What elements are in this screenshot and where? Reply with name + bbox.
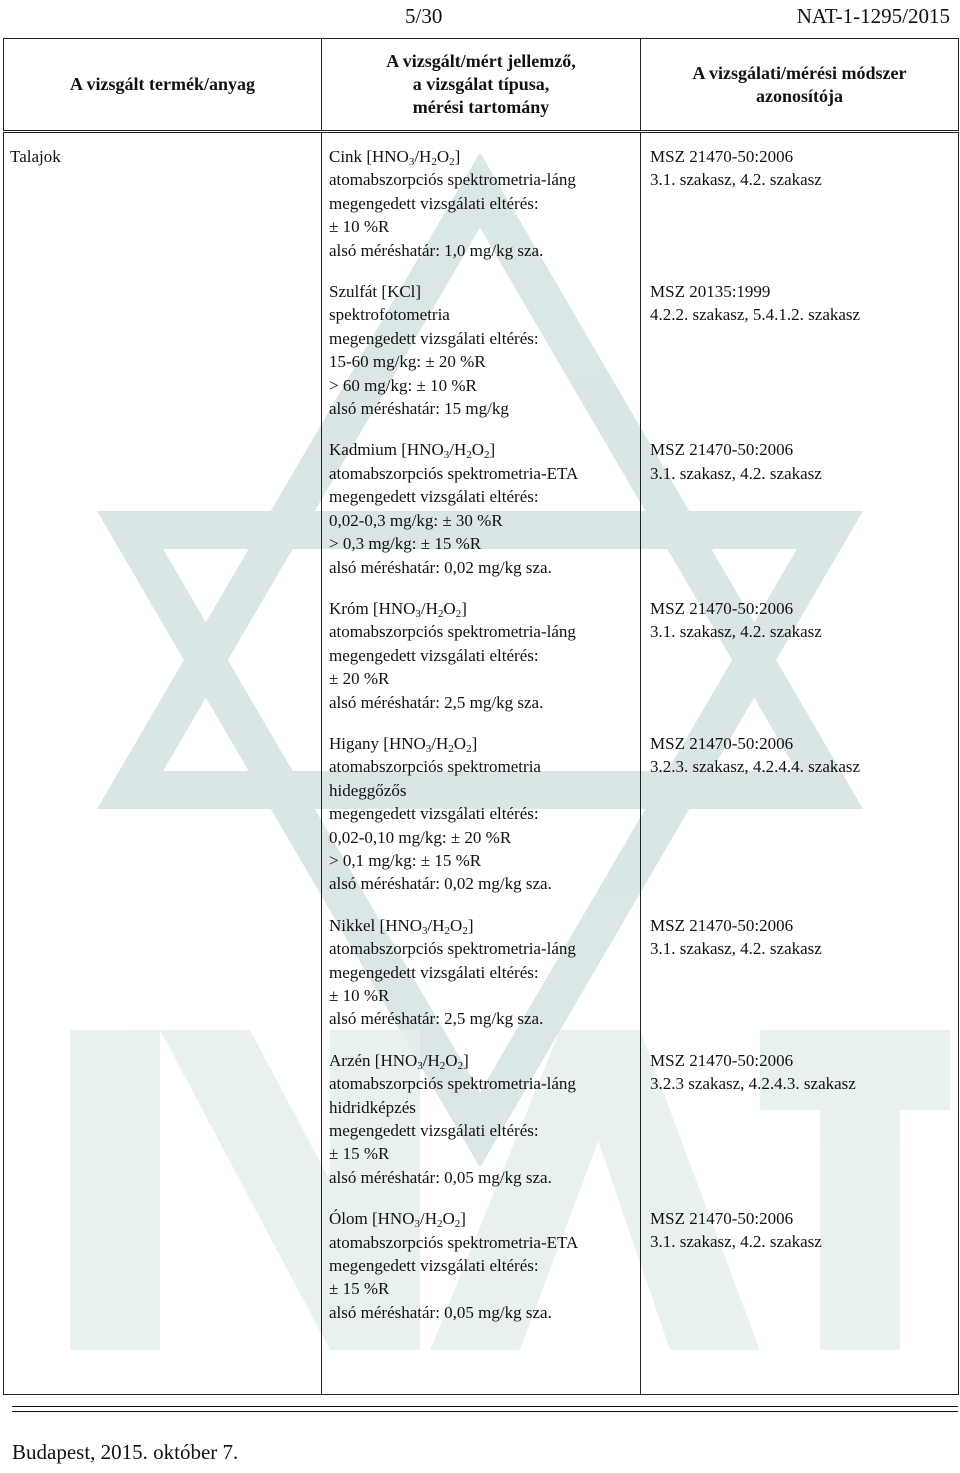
list-item <box>322 145 640 280</box>
list-item <box>322 732 640 914</box>
item-detail-line: ± 15 %R <box>329 1279 390 1299</box>
item-detail-line: alsó méréshatár: 2,5 mg/kg sza. <box>329 1009 544 1029</box>
list-item <box>322 438 640 596</box>
document-id: NAT-1-1295/2015 <box>796 4 950 28</box>
standard-sections: 3.2.3 szakasz, 4.2.4.3. szakasz <box>650 1074 856 1094</box>
standard-id: MSZ 21470-50:2006 <box>650 598 794 618</box>
item-detail-line: alsó méréshatár: 1,0 mg/kg sza. <box>329 240 544 260</box>
item-detail-line: megengedett vizsgálati eltérés: <box>329 487 539 507</box>
item-detail-line: alsó méréshatár: 0,05 mg/kg sza. <box>329 1167 552 1187</box>
item-detail-line: atomabszorpciós spektrometria-láng <box>329 622 576 642</box>
item-detail-line: alsó méréshatár: 0,05 mg/kg sza. <box>329 1302 552 1322</box>
item-detail-line: megengedett vizsgálati eltérés: <box>329 193 539 213</box>
method-standard <box>641 732 958 914</box>
standard-id: MSZ 21470-50:2006 <box>650 147 794 166</box>
characteristics-cell <box>322 132 641 1395</box>
header-product: A vizsgált termék/anyag <box>4 39 322 132</box>
standard-sections: 3.1. szakasz, 4.2. szakasz <box>650 170 822 190</box>
table-row <box>4 132 959 1395</box>
analyte-name: Ólom $[HNO_3/H_2O_2]$ <box>329 1209 466 1231</box>
analyte-name: Arzén $[HNO_3/H_2O_2]$ <box>329 1050 469 1072</box>
header-method: A vizsgálati/mérési módszer azonosítója <box>641 39 959 132</box>
item-detail-line: > 0,3 mg/kg: ± 15 %R <box>329 534 482 554</box>
footer-rule-bottom <box>12 1411 958 1412</box>
item-detail-line: alsó méréshatár: 15 mg/kg <box>329 399 509 419</box>
item-detail-line: atomabszorpciós spektrometria-ETA <box>329 463 579 483</box>
standard-sections: 3.1. szakasz, 4.2. szakasz <box>650 939 822 959</box>
methods-cell <box>641 132 959 1395</box>
page-number: 5/30 <box>405 4 443 28</box>
standard-sections: 4.2.2. szakasz, 5.4.1.2. szakasz <box>650 305 861 325</box>
item-detail-line: ± 10 %R <box>329 986 390 1005</box>
standard-id: MSZ 21470-50:2006 <box>650 1050 794 1070</box>
header-characteristic: A vizsgált/mért jellemző, a vizsgálat típusa, mérési tartomány <box>322 39 641 132</box>
analyte-name: Cink $[HNO_3/H_2O_2]$ <box>329 147 461 168</box>
item-detail-line: atomabszorpciós spektrometria-láng <box>329 1074 576 1094</box>
list-item <box>322 280 640 438</box>
item-detail-line: megengedett vizsgálati eltérés: <box>329 1256 539 1276</box>
standard-sections: 3.1. szakasz, 4.2. szakasz <box>650 463 822 483</box>
item-detail-line: alsó méréshatár: 0,02 mg/kg sza. <box>329 557 552 577</box>
item-detail-line: atomabszorpciós spektrometria-ETA <box>329 1232 579 1252</box>
footer-location-date: Budapest, 2015. október 7. <box>12 1440 239 1464</box>
item-detail-line: > 60 mg/kg: ± 10 %R <box>329 375 477 395</box>
reagent-formula: $[HNO_3/H_2O_2]$ <box>397 440 496 462</box>
accreditation-table <box>3 38 959 1395</box>
item-detail-line: atomabszorpciós spektrometria <box>329 757 541 777</box>
reagent-formula: $[HNO_3/H_2O_2]$ <box>379 733 478 755</box>
standard-id: MSZ 21470-50:2006 <box>650 1209 794 1229</box>
method-standard <box>641 438 958 596</box>
item-detail-line: > 0,1 mg/kg: ± 15 %R <box>329 850 482 870</box>
method-standard <box>641 597 958 732</box>
item-detail-line: atomabszorpciós spektrometria-láng <box>329 170 576 190</box>
item-detail-line: ± 20 %R <box>329 669 390 689</box>
reagent-formula: $[HNO_3/H_2O_2]$ <box>368 598 467 620</box>
item-detail-line: hidridképzés <box>329 1097 416 1117</box>
analyte-name: Nikkel $[HNO_3/H_2O_2]$ <box>329 915 474 937</box>
analyte-name: Szulfát [KCl] <box>329 282 422 302</box>
analyte-name: Kadmium $[HNO_3/H_2O_2]$ <box>329 440 496 462</box>
list-item <box>322 914 640 1049</box>
standard-id: MSZ 20135:1999 <box>650 282 771 301</box>
item-detail-line: megengedett vizsgálati eltérés: <box>329 645 539 665</box>
item-detail-line: megengedett vizsgálati eltérés: <box>329 1121 539 1141</box>
item-detail-line: atomabszorpciós spektrometria-láng <box>329 939 576 959</box>
list-item <box>322 1207 640 1342</box>
reagent-formula: $[HNO_3/H_2O_2]$ <box>370 1050 469 1072</box>
item-detail-line: alsó méréshatár: 2,5 mg/kg sza. <box>329 692 544 712</box>
item-detail-line: spektrofotometria <box>329 305 450 325</box>
item-detail-line: 0,02-0,3 mg/kg: ± 30 %R <box>329 510 503 530</box>
footer-rule-top <box>12 1406 958 1407</box>
analyte-name: Króm $[HNO_3/H_2O_2]$ <box>329 598 467 620</box>
standard-id: MSZ 21470-50:2006 <box>650 440 794 460</box>
method-standard <box>641 1207 958 1342</box>
list-item <box>322 1049 640 1207</box>
standard-sections: 3.2.3. szakasz, 4.2.4.4. szakasz <box>650 757 861 777</box>
analyte-name: Higany $[HNO_3/H_2O_2]$ <box>329 733 478 755</box>
item-detail-line: megengedett vizsgálati eltérés: <box>329 962 539 982</box>
item-detail-line: 15-60 mg/kg: ± 20 %R <box>329 352 486 372</box>
standard-sections: 3.1. szakasz, 4.2. szakasz <box>650 1232 822 1252</box>
item-detail-line: ± 15 %R <box>329 1144 390 1164</box>
standard-sections: 3.1. szakasz, 4.2. szakasz <box>650 622 822 642</box>
item-detail-line: 0,02-0,10 mg/kg: ± 20 %R <box>329 827 512 847</box>
method-standard <box>641 1049 958 1207</box>
reagent-formula: $[HNO_3/H_2O_2]$ <box>367 1209 466 1231</box>
item-detail-line: megengedett vizsgálati eltérés: <box>329 804 539 824</box>
item-detail-line: ± 10 %R <box>329 217 390 237</box>
standard-id: MSZ 21470-50:2006 <box>650 915 794 935</box>
reagent-formula: $[HNO_3/H_2O_2]$ <box>375 915 474 937</box>
product-cell: Talajok <box>4 132 322 1395</box>
item-detail-line: hideggőzős <box>329 780 407 800</box>
standard-id: MSZ 21470-50:2006 <box>650 733 794 753</box>
reagent-formula: $[HNO_3/H_2O_2]$ <box>362 147 461 168</box>
method-standard <box>641 914 958 1049</box>
method-standard <box>641 280 958 438</box>
item-detail-line: alsó méréshatár: 0,02 mg/kg sza. <box>329 874 552 894</box>
list-item <box>322 597 640 732</box>
method-standard <box>641 145 958 280</box>
item-detail-line: megengedett vizsgálati eltérés: <box>329 328 539 348</box>
table-header-row <box>4 39 959 132</box>
